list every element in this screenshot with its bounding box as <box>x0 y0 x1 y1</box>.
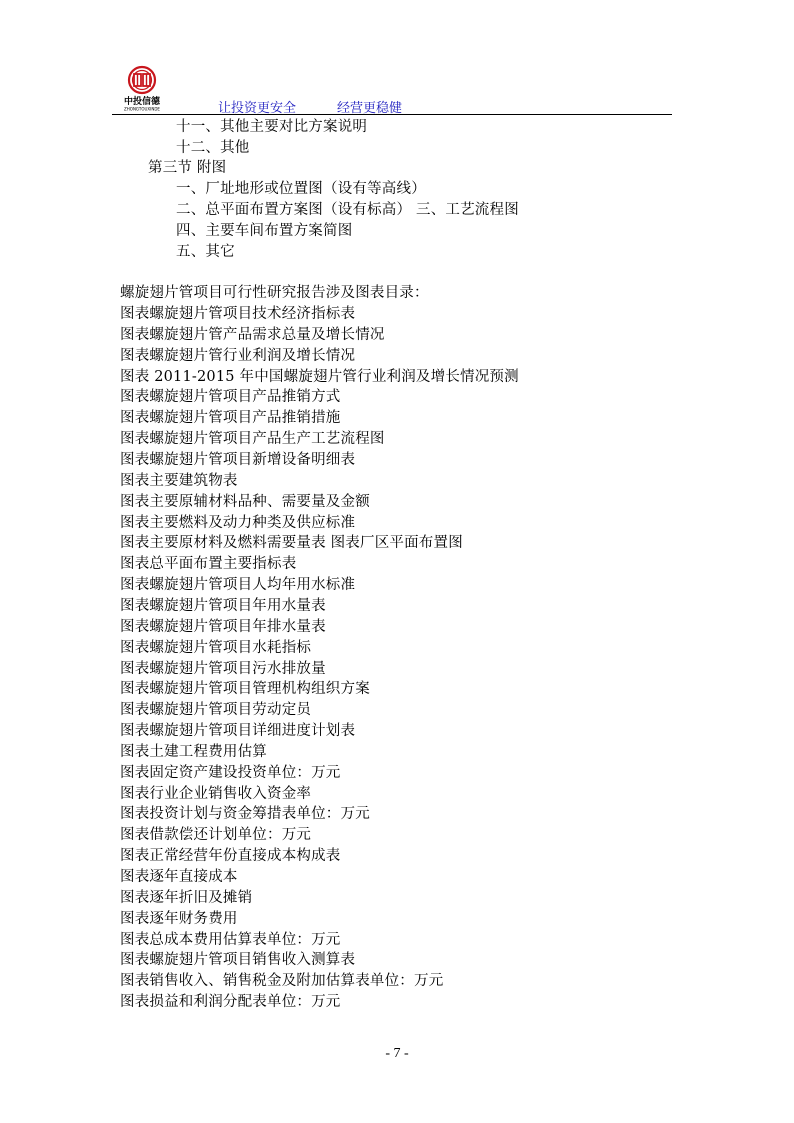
figure-item-5: 五、其它 <box>176 244 235 260</box>
chart-list-item: 图表损益和利润分配表单位：万元 <box>120 994 341 1011</box>
chart-list-item: 图表逐年折旧及摊销 <box>120 889 253 906</box>
slogan-stable-operation: 经营更稳健 <box>337 101 403 116</box>
section-3-heading: 第三节 附图 <box>148 160 227 176</box>
logo-emblem-icon <box>112 64 172 112</box>
figure-item-4: 四、主要车间布置方案简图 <box>176 223 353 239</box>
chart-list-item: 图表固定资产建设投资单位：万元 <box>120 764 341 781</box>
chart-list-item: 图表主要原材料及燃料需要量表 图表厂区平面布置图 <box>120 535 463 552</box>
chart-list-item: 图表螺旋翅片管产品需求总量及增长情况 <box>120 326 385 343</box>
chart-list-item: 图表螺旋翅片管项目新增设备明细表 <box>120 452 356 468</box>
chart-list-item: 图表螺旋翅片管项目产品推销措施 <box>120 410 341 427</box>
chart-list-item: 图表主要建筑物表 <box>120 472 238 489</box>
chart-list-item: 图表螺旋翅片管项目年排水量表 <box>120 618 326 635</box>
chart-list-item: 图表螺旋翅片管项目详细进度计划表 <box>120 723 356 739</box>
chart-list-item: 图表螺旋翅片管项目人均年用水标准 <box>120 577 356 593</box>
chart-list-item: 图表螺旋翅片管项目水耗指标 <box>120 639 312 656</box>
chart-list-heading: 螺旋翅片管项目可行性研究报告涉及图表目录： <box>120 285 429 301</box>
chart-list-item: 图表螺旋翅片管项目污水排放量 <box>120 660 326 677</box>
chart-list-item: 图表逐年财务费用 <box>120 910 238 927</box>
figure-item-1: 一、厂址地形或位置图（设有等高线） <box>176 181 426 197</box>
header-divider <box>112 114 672 115</box>
chart-list-item: 图表逐年直接成本 <box>120 869 238 885</box>
chart-list-item: 图表 2011-2015 年中国螺旋翅片管行业利润及增长情况预测 <box>120 368 519 385</box>
chart-list-item: 图表螺旋翅片管行业利润及增长情况 <box>120 347 356 364</box>
chart-list-item: 图表螺旋翅片管项目劳动定员 <box>120 702 312 719</box>
chart-list-item: 图表借款偿还计划单位：万元 <box>120 827 312 844</box>
chart-list-item: 图表主要燃料及动力种类及供应标准 <box>120 514 356 531</box>
page-header <box>112 64 672 116</box>
chart-list-item: 图表螺旋翅片管项目产品推销方式 <box>120 389 341 406</box>
chart-list-item: 图表主要原辅材料品种、需要量及金额 <box>120 493 370 510</box>
chart-list-item: 图表土建工程费用估算 <box>120 743 267 760</box>
slogan-safe-investment: 让投资更安全 <box>218 101 297 116</box>
chart-list-item: 图表正常经营年份直接成本构成表 <box>120 848 341 865</box>
svg-text:中投信德: 中投信德 <box>123 97 161 107</box>
company-logo <box>112 64 172 112</box>
outline-item-12: 十二、其他 <box>176 140 250 156</box>
figure-item-2-3: 二、总平面布置方案图（设有标高） 三、工艺流程图 <box>176 202 519 218</box>
chart-list-item: 图表销售收入、销售税金及附加估算表单位：万元 <box>120 973 444 990</box>
chart-list-item: 图表总平面布置主要指标表 <box>120 556 297 573</box>
chart-list-item: 图表螺旋翅片管项目年用水量表 <box>120 597 326 614</box>
chart-list-item: 图表螺旋翅片管项目产品生产工艺流程图 <box>120 431 385 448</box>
chart-list-item: 图表行业企业销售收入资金率 <box>120 785 312 802</box>
outline-item-11: 十一、其他主要对比方案说明 <box>176 119 368 135</box>
page-number: - 7 - <box>385 1046 409 1061</box>
svg-text:ZHONGTOUXINDE: ZHONGTOUXINDE <box>124 106 160 112</box>
chart-list-item: 图表螺旋翅片管项目技术经济指标表 <box>120 306 356 322</box>
chart-list-item: 图表螺旋翅片管项目销售收入测算表 <box>120 952 356 969</box>
chart-list-item: 图表螺旋翅片管项目管理机构组织方案 <box>120 681 370 698</box>
chart-list-item: 图表投资计划与资金筹措表单位：万元 <box>120 806 370 823</box>
chart-list-item: 图表总成本费用估算表单位：万元 <box>120 931 341 948</box>
